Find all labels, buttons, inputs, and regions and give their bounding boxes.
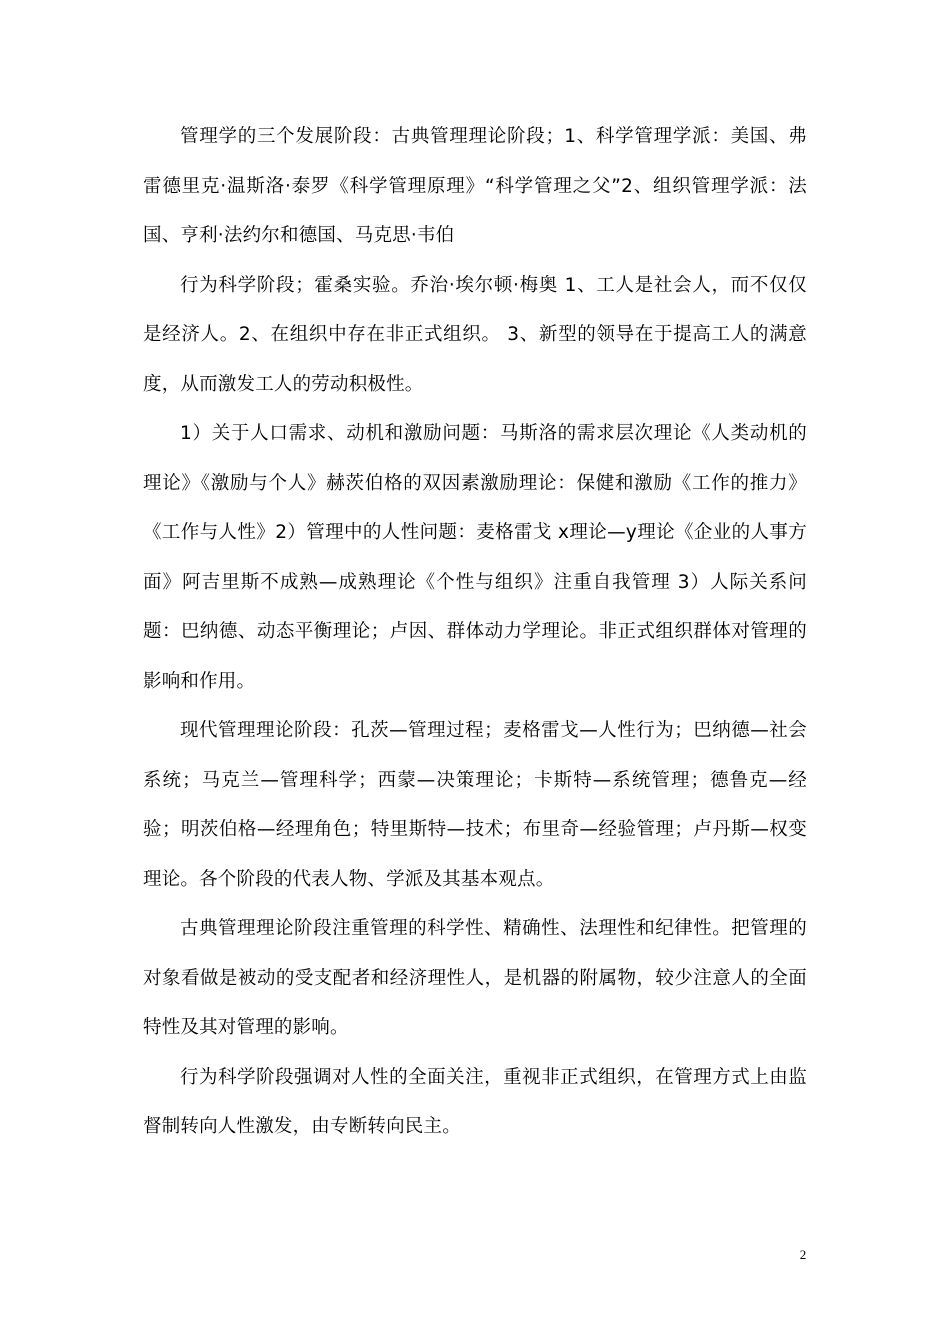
document-body [143,112,807,1152]
paragraph-behavioral-summary: 行为科学阶段强调对人性的全面关注，重视非正式组织，在管理方式上由监督制转向人性激发，由专断转向民主。 [143,1066,807,1137]
page-number: 2 [799,1247,807,1262]
paragraph-behavioral-science: 行为科学阶段；霍桑实验。乔治·埃尔顿·梅奥 1、工人是社会人，而不仅仅是经济人。2、在组织中存在非正式组织。 3、新型的领导在于提高工人的满意度，从而激发工人的劳动积极性。 [143,274,807,395]
paragraph-classical-summary: 古典管理理论阶段注重管理的科学性、精确性、法理性和纪律性。把管理的对象看做是被动的受支配者和经济理性人，是机器的附属物，较少注意人的全面特性及其对管理的影响。 [143,918,807,1038]
paragraph-development-stages: 管理学的三个发展阶段：古典管理理论阶段；1、科学管理学派：美国、弗雷德里克·温斯洛·泰罗《科学管理原理》“科学管理之父”2、组织管理学派：法国、亨利·法约尔和德国、马克思·韦伯 [143,126,807,246]
paragraph-motivation-theories: 1）关于人口需求、动机和激励问题：马斯洛的需求层次理论《人类动机的理论》《激励与个人》赫茨伯格的双因素激励理论：保健和激励《工作的推力》《工作与人性》2）管理中的人性问题：麦格雷戈 x理论—y理论《企业的人事方面》阿吉里斯不成熟—成熟理论《个性与组织》注重自我管理 3）人际关系问题：巴纳德、动态平衡理论；卢因、群体动力学理论。非正式组织群体对管理的影响和作用。 [143,423,807,692]
paragraph-modern-theory: 现代管理理论阶段：孔茨—管理过程；麦格雷戈—人性行为；巴纳德—社会系统；马克兰—管理科学；西蒙—决策理论；卡斯特—系统管理；德鲁克—经验；明茨伯格—经理角色；特里斯特—技术；布里奇—经验管理；卢丹斯—权变理论。各个阶段的代表人物、学派及其基本观点。 [143,720,807,890]
